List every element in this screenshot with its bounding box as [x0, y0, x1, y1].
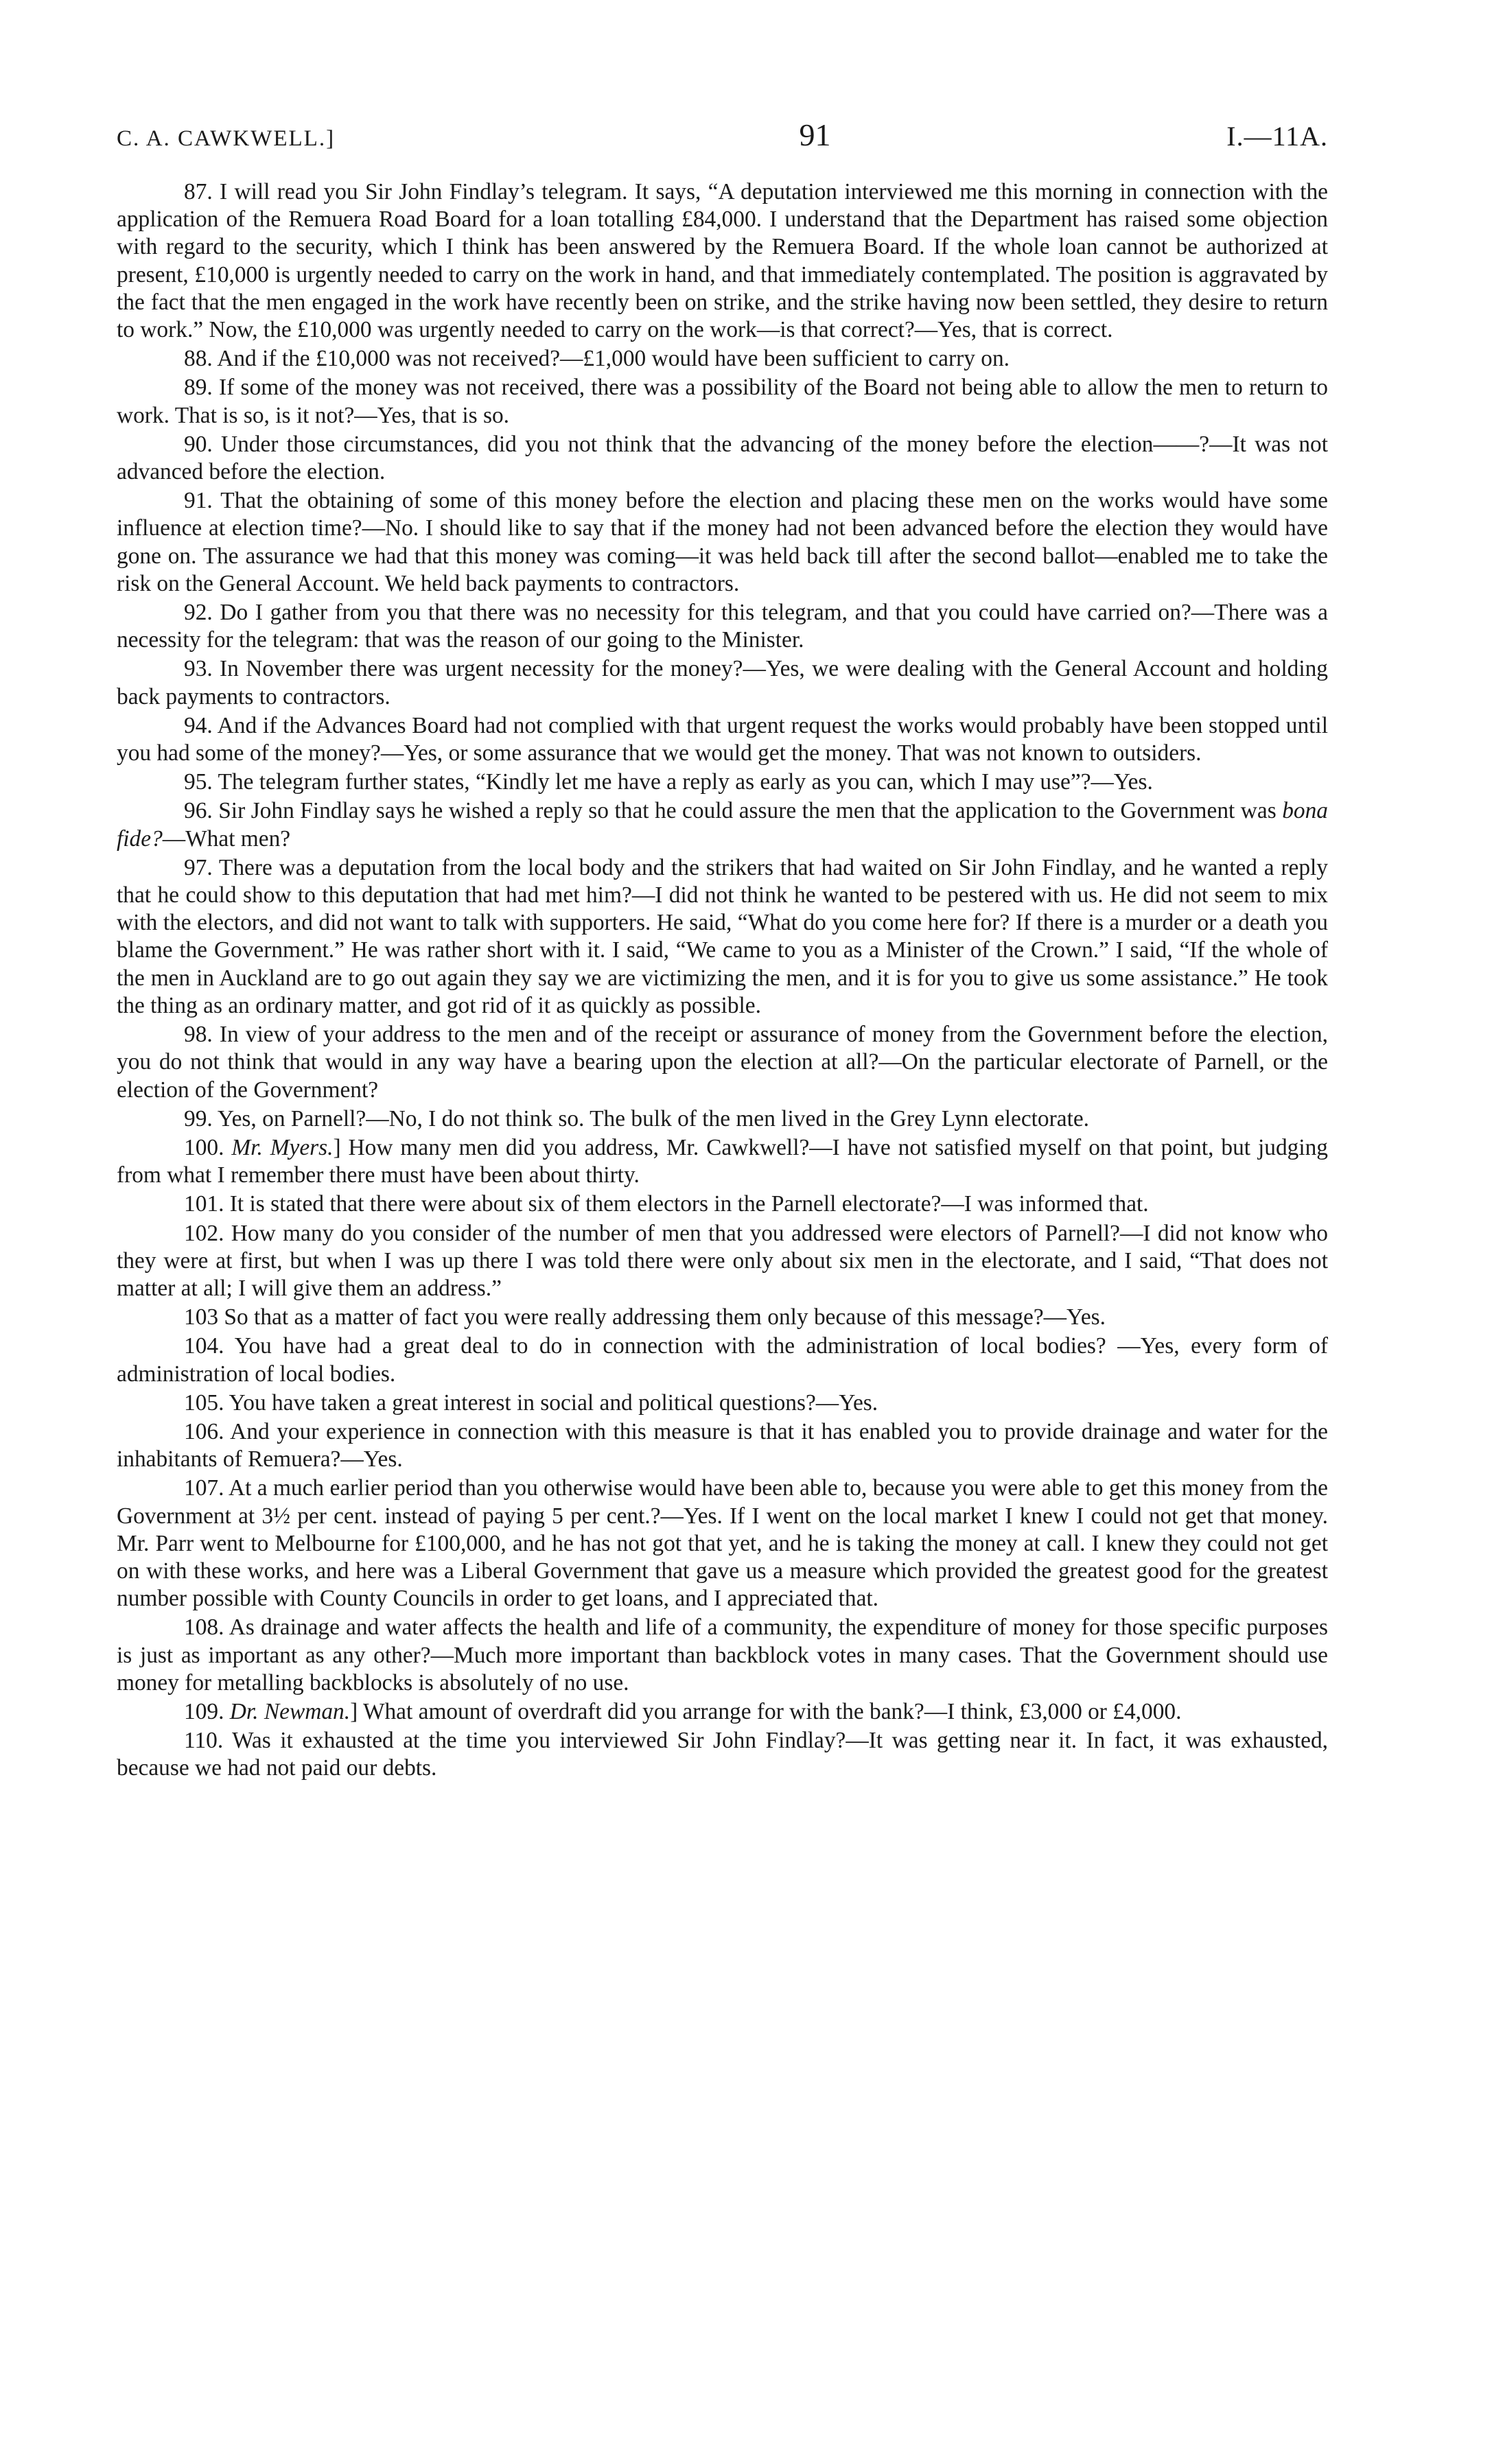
paragraph-text: ] How many men did you address, Mr. Cawkwell?—I have not satisfied myself on that point, but judging from what I remember there must have been about thirty. — [117, 1134, 1329, 1188]
question-answer-paragraph: 88. And if the £10,000 was not received?—£1,000 would have been sufficient to carry on. — [184, 346, 1010, 372]
question-answer-paragraph: 93. In November there was urgent necessity for the money?—Yes, we were dealing with the General Account and holding back payments to contractors. — [117, 656, 1328, 709]
question-answer-paragraph: 103 So that as a matter of fact you were really addressing them only because of this message?—Yes. — [184, 1304, 1106, 1330]
question-answer-paragraph: 110. Was it exhausted at the time you interviewed Sir John Findlay?—It was getting near it. In fact, it was exhausted, because we had not paid our debts. — [117, 1728, 1328, 1781]
document-reference-suffix: A. — [1300, 121, 1328, 152]
paragraph-text: 96. Sir John Findlay says he wished a reply so that he could assure the men that the application to the Government was — [184, 798, 1283, 824]
question-answer-paragraph: 107. At a much earlier period than you otherwise would have been able to, because you were able to get this money from the Government at 3½ per cent. instead of paying 5 per cent.?—Yes. If I went on the local market I knew I could not get that money. Mr. Parr went to Melbourne for £100,000, and he has not got that yet, and he is taking the money at call. I knew they could not get on with these works, and here was a Liberal Government that gave us a measure which provided the greatest good for the greatest number possible with County Councils in order to get loans, and I appreciated that. — [117, 1475, 1328, 1612]
witness-name: C. A. CAWKWELL.] — [117, 126, 336, 151]
page-number: 91 — [799, 117, 831, 152]
document-reference — [1150, 120, 1328, 152]
question-answer-paragraph: 94. And if the Advances Board had not complied with that urgent request the works would probably have been stopped until you had some of the money?—Yes, or some assurance that we would get the money. That was not known to outsiders. — [117, 712, 1328, 766]
question-answer-paragraph: 89. If some of the money was not received, there was a possibility of the Board not being able to allow the men to return to work. That is so, is it not?—Yes, that is so. — [117, 375, 1328, 428]
question-answer-paragraph — [117, 1134, 1328, 1189]
question-answer-paragraph: 108. As drainage and water affects the health and life of a community, the expenditure of money for those specific purposes is just as important as any other?—Much more important than backblock votes in many cases. That the Government should use money for metalling backblocks is absolutely of no use. — [117, 1615, 1328, 1696]
document-page — [117, 117, 1328, 1784]
italic-text: bona fide? — [117, 798, 1328, 852]
question-answer-paragraph: 106. And your experience in connection with this measure is that it has enabled you to provide drainage and water for the inhabitants of Remuera?—Yes. — [117, 1418, 1328, 1472]
page-header — [117, 117, 1328, 178]
question-answer-paragraph: 104. You have had a great deal to do in connection with the administration of local bodies? —Yes, every form of administration of local bodies. — [117, 1333, 1328, 1387]
question-answer-paragraph — [117, 1698, 1328, 1726]
document-reference-prefix: I.—11 — [1226, 121, 1301, 152]
question-answer-paragraph — [117, 797, 1328, 852]
italic-text: Dr. Newman. — [229, 1698, 351, 1724]
question-answer-paragraph: 90. Under those circumstances, did you not think that the advancing of the money before the election——?—It was not advanced before the election. — [117, 431, 1328, 485]
paragraph-text: 100. — [184, 1134, 232, 1160]
paragraph-text: ] What amount of overdraft did you arrange for with the bank?—I think, £3,000 or £4,000. — [350, 1698, 1182, 1724]
paragraph-text: 109. — [184, 1698, 230, 1724]
question-answer-paragraph: 91. That the obtaining of some of this money before the election and placing these men on the works would have some influence at election time?—No. I should like to say that if the money had not been advanced before the election they would have gone on. The assurance we had that this money was coming—it was held back till after the second ballot—enabled me to take the risk on the General Account. We held back payments to contractors. — [117, 488, 1328, 596]
question-answer-paragraph: 92. Do I gather from you that there was no necessity for this telegram, and that you could have carried on?—There was a necessity for the telegram: that was the reason of our going to the Minister. — [117, 600, 1328, 653]
question-answer-paragraph: 105. You have taken a great interest in social and political questions?—Yes. — [184, 1389, 878, 1416]
question-answer-paragraph: 101. It is stated that there were about six of them electors in the Parnell electorate?—I was informed that. — [184, 1191, 1149, 1217]
question-answer-paragraph: 87. I will read you Sir John Findlay’s telegram. It says, “A deputation interviewed me this morning in connection with the application of the Remuera Road Board for a loan totalling £84,000. I understand that the Department has raised some objection with regard to the security, which I think has been answered by the Remuera Board. If the whole loan cannot be authorized at present, £10,000 is urgently needed to carry on the work in hand, and that immediately contemplated. The position is aggravated by the fact that the men engaged in the work have recently been on strike, and the strike having now been settled, they desire to return to work.” Now, the £10,000 was urgently needed to carry on the work—is that correct?—Yes, that is correct. — [117, 179, 1328, 343]
transcript-body — [117, 178, 1328, 1783]
question-answer-paragraph: 98. In view of your address to the men and of the receipt or assurance of money from the Government before the election, you do not think that would in any way have a bearing upon the election at all?—On the particular electorate of Parnell, or the election of the Government? — [117, 1022, 1328, 1103]
question-answer-paragraph: 99. Yes, on Parnell?—No, I do not think so. The bulk of the men lived in the Grey Lynn electorate. — [184, 1105, 1090, 1131]
question-answer-paragraph: 95. The telegram further states, “Kindly let me have a reply as early as you can, which I may use”?—Yes. — [184, 769, 1153, 795]
paragraph-text: —What men? — [162, 825, 291, 852]
italic-text: Mr. Myers. — [231, 1134, 334, 1160]
question-answer-paragraph: 102. How many do you consider of the number of men that you addressed were electors of Parnell?—I did not know who they were at first, but when I was up there I was told there were only about six men in the electorate, and I said, “That does not matter at all; I will give them an address.” — [117, 1220, 1328, 1301]
question-answer-paragraph: 97. There was a deputation from the local body and the strikers that had waited on Sir John Findlay, and he wanted a reply that he could show to this deputation that had met him?—I did not think he wanted to be pestered with us. He did not seem to mix with the electors, and did not want to talk with supporters. He said, “What do you come here for? If there is a murder or a death you blame the Government.” He was rather short with it. I said, “We came to you as a Minister of the Crown.” I said, “If the whole of the men in Auckland are to go out again they say we are victimizing the men, and it is for you to give us some assistance.” He took the thing as an ordinary matter, and got rid of it as quickly as possible. — [117, 854, 1328, 1018]
